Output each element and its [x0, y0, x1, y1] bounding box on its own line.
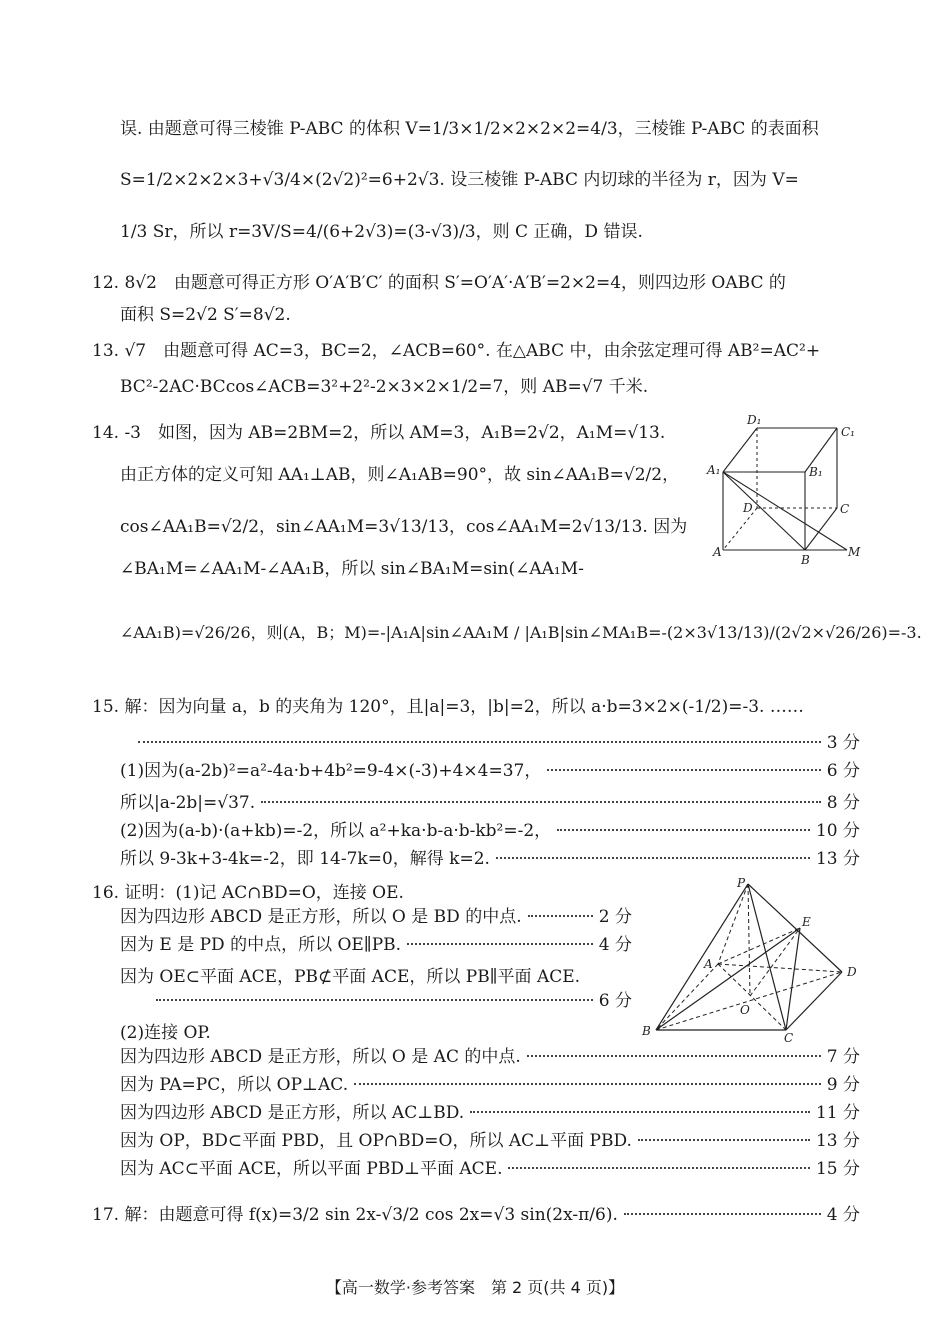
q15-score-row-2: [120, 760, 860, 782]
q16-line-1: 16. 证明：(1)记 AC∩BD=O，连接 OE.: [92, 883, 404, 903]
q15-line-3: 所以|a-2b|=√37.: [120, 793, 256, 813]
pyramid-label-O: O: [740, 1003, 750, 1017]
q16-score-row-8: [120, 1102, 860, 1124]
q16-score-9: 13 分: [815, 1131, 860, 1151]
prev-line-2: S=1/2×2×2×3+√3/4×(2√2)²=6+2√3. 设三棱锥 P-ABC 内切球的半径为 r，因为 V=: [120, 170, 799, 190]
q16-score-4: 6 分: [598, 991, 632, 1011]
q16-score-10: 15 分: [815, 1159, 860, 1179]
q15-score-4: 10 分: [815, 821, 860, 841]
q12-line-1: 12. 8√2 由题意可得正方形 O′A′B′C′ 的面积 S′=O′A′·A′B′=2×2=4，则四边形 OABC 的: [92, 273, 786, 293]
page-footer: 【高一数学·参考答案 第 2 页(共 4 页)】: [325, 1278, 625, 1297]
q16-score-row-9: [120, 1130, 860, 1152]
q16-score-row-2: [120, 906, 632, 928]
q15-score-5: 13 分: [815, 849, 860, 869]
pyramid-figure: [638, 872, 863, 1047]
q16-line-9: 因为 OP，BD⊂平面 PBD，且 OP∩BD=O，所以 AC⊥平面 PBD.: [120, 1131, 632, 1151]
q17-score-1: 4 分: [826, 1205, 860, 1225]
q16-line-2: 因为四边形 ABCD 是正方形，所以 O 是 BD 的中点.: [120, 907, 522, 927]
q15-score-row-1: [132, 732, 860, 754]
prev-line-1: 误. 由题意可得三棱锥 P-ABC 的体积 V=1/3×1/2×2×2×2=4/3，三棱锥 P-ABC 的表面积: [120, 119, 819, 139]
cube-figure: [705, 410, 865, 570]
pyramid-label-A: A: [704, 957, 713, 971]
q14-line-1: 14. -3 如图，因为 AB=2BM=2，所以 AM=3，A₁B=2√2，A₁M=√13.: [92, 423, 666, 443]
q15-score-3: 8 分: [826, 793, 860, 813]
q16-line-8: 因为四边形 ABCD 是正方形，所以 AC⊥BD.: [120, 1103, 465, 1123]
cube-label-B: B: [801, 553, 810, 567]
q15-score-row-3: [120, 792, 860, 814]
q14-line-5: ∠AA₁B)=√26/26，则(A，B；M)=-|A₁A|sin∠AA₁M / |A₁B|sin∠MA₁B=-(2×3√13/13)/(2√2×√26/26)=-3.: [120, 623, 922, 642]
q15-score-row-4: [120, 820, 860, 842]
q16-score-row-3: [120, 934, 632, 956]
q16-line-7: 因为 PA=PC，所以 OP⊥AC.: [120, 1075, 349, 1095]
cube-label-D: D: [743, 501, 753, 515]
pyramid-label-C: C: [784, 1031, 794, 1045]
q15-score-2: 6 分: [826, 761, 860, 781]
q17-line-1: 17. 解：由题意可得 f(x)=3/2 sin 2x-√3/2 cos 2x=√3 sin(2x-π/6).: [92, 1205, 618, 1225]
cube-label-A: A: [713, 545, 722, 559]
q16-score-row-6: [120, 1046, 860, 1068]
q16-line-6: 因为四边形 ABCD 是正方形，所以 O 是 AC 的中点.: [120, 1047, 521, 1067]
q16-line-10: 因为 AC⊂平面 ACE，所以平面 PBD⊥平面 ACE.: [120, 1159, 503, 1179]
cube-label-A1: A₁: [707, 463, 721, 477]
q12-line-2: 面积 S=2√2 S′=8√2.: [120, 305, 291, 325]
q13-line-1: 13. √7 由题意可得 AC=3，BC=2，∠ACB=60°. 在△ABC 中，由余弦定理可得 AB²=AC²+: [92, 341, 821, 361]
cube-label-D1: D₁: [747, 413, 762, 427]
q15-line-2: (1)因为(a-2b)²=a²-4a·b+4b²=9-4×(-3)+4×4=37，: [120, 761, 542, 781]
q16-score-6: 7 分: [826, 1047, 860, 1067]
q16-score-3: 4 分: [598, 935, 632, 955]
q16-score-2: 2 分: [598, 907, 632, 927]
pyramid-label-E: E: [802, 915, 811, 929]
cube-label-C: C: [840, 502, 850, 516]
cube-label-C1: C₁: [841, 425, 855, 439]
q16-line-3: 因为 E 是 PD 的中点，所以 OE∥PB.: [120, 935, 402, 955]
q15-line-1: 15. 解：因为向量 a，b 的夹角为 120°，且|a|=3，|b|=2，所以 a·b=3×2×(-1/2)=-3. ……: [92, 697, 804, 717]
q16-line-5: (2)连接 OP.: [120, 1023, 211, 1043]
cube-label-B1: B₁: [809, 465, 823, 479]
q15-score-row-5: [120, 848, 860, 870]
pyramid-label-D: D: [847, 965, 857, 979]
pyramid-label-P: P: [737, 876, 746, 890]
q13-line-2: BC²-2AC·BCcos∠ACB=3²+2²-2×3×2×1/2=7，则 AB=√7 千米.: [120, 377, 649, 397]
q16-line-4: 因为 OE⊂平面 ACE，PB⊄平面 ACE，所以 PB∥平面 ACE.: [120, 967, 581, 987]
q14-line-4: ∠BA₁M=∠AA₁M-∠AA₁B，所以 sin∠BA₁M=sin(∠AA₁M-: [120, 559, 584, 579]
q16-score-7: 9 分: [826, 1075, 860, 1095]
q16-score-row-7: [120, 1074, 860, 1096]
pyramid-label-B: B: [642, 1024, 651, 1038]
q15-line-5: 所以 9-3k+3-4k=-2，即 14-7k=0，解得 k=2.: [120, 849, 490, 869]
q14-line-2: 由正方体的定义可知 AA₁⊥AB，则∠A₁AB=90°，故 sin∠AA₁B=√2/2，: [120, 465, 680, 485]
q17-score-row-1: [92, 1204, 860, 1226]
q14-line-3: cos∠AA₁B=√2/2，sin∠AA₁M=3√13/13，cos∠AA₁M=2√13/13. 因为: [120, 517, 688, 537]
q15-line-4: (2)因为(a-b)·(a+kb)=-2，所以 a²+ka·b-a·b-kb²=-2，: [120, 821, 552, 841]
prev-line-3: 1/3 Sr，所以 r=3V/S=4/(6+2√3)=(3-√3)/3，则 C 正确，D 错误.: [120, 222, 643, 242]
q16-score-8: 11 分: [815, 1103, 860, 1123]
q16-score-row-4: [150, 990, 632, 1012]
q16-score-row-10: [120, 1158, 860, 1180]
q15-score-1: 3 分: [826, 733, 860, 753]
cube-label-M: M: [848, 545, 861, 559]
